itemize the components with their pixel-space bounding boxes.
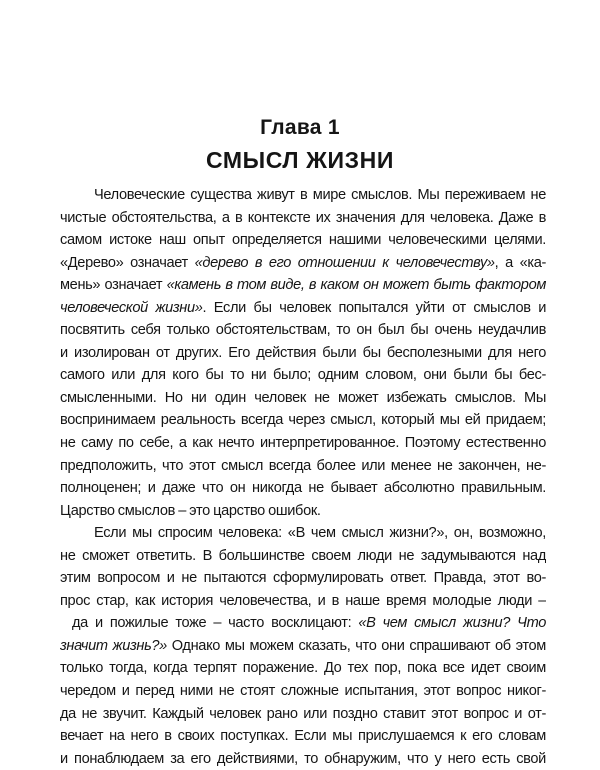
text-line: «Дерево» означает «дерево в его отношении к человечеству», а «ка- bbox=[60, 254, 546, 271]
text-line: полноценен; и даже что он никогда не бывает абсолютно правильным. bbox=[60, 480, 546, 497]
text-line: да и пожилые тоже – часто восклицают: «В чем смысл жизни? Что bbox=[72, 615, 546, 632]
text-line: посвятить себя только обстоятельствам, то он был бы очень неудачлив bbox=[60, 322, 546, 339]
text-line: не сможет ответить. В большинстве своем люди не задумываются над bbox=[60, 547, 546, 564]
text-line: самом истоке наш опыт определяется нашими человеческими целями. bbox=[60, 232, 546, 249]
text-line: вечает на него в своих поступках. Если мы прислушаемся к его словам bbox=[60, 728, 546, 745]
text-line: Если мы спросим человека: «В чем смысл жизни?», он, возможно, bbox=[94, 525, 546, 542]
text-line: предположить, что этот смысл всегда более или менее не закончен, не- bbox=[60, 457, 546, 474]
text-line: только тогда, когда терпят поражение. До тех пор, пока все идет своим bbox=[60, 660, 546, 677]
text-line: смысленными. Но ни один человек не может избежать смыслов. Мы bbox=[60, 389, 546, 406]
text-line: самого или для кого бы то ни было; одним словом, они были бы бес- bbox=[60, 367, 546, 384]
text-line: Человеческие существа живут в мире смыслов. Мы переживаем не bbox=[94, 187, 546, 203]
text-line: и понаблюдаем за его действиями, то обнаружим, что у него есть свой bbox=[60, 750, 546, 767]
text-line: чередом и перед ними не стоят сложные испытания, этот вопрос никог- bbox=[60, 683, 546, 700]
text-line: мень» означает «камень в том виде, в каком он может быть фактором bbox=[60, 277, 546, 294]
body-text bbox=[60, 184, 546, 770]
text-line: прос стар, как история человечества, и в наше время молодые люди – bbox=[60, 592, 546, 609]
chapter-number: Глава 1 bbox=[260, 116, 340, 139]
text-line: и изолирован от других. Его действия были бы бесполезными для него bbox=[60, 344, 546, 361]
text-line: да не звучит. Каждый человек рано или поздно ставит этот вопрос и от- bbox=[60, 705, 546, 722]
text-line: чистые обстоятельства, а в контексте их значения для человека. Даже в bbox=[60, 209, 546, 226]
text-line: значит жизнь?» Однако мы можем сказать, что они спрашивают об этом bbox=[60, 637, 546, 654]
text-line: Царство смыслов – это царство ошибок. bbox=[60, 502, 321, 519]
text-line: этим вопросом и не пытаются сформулировать ответ. Правда, этот во- bbox=[60, 570, 546, 587]
text-line: человеческой жизни». Если бы человек попытался уйти от смыслов и bbox=[60, 299, 546, 316]
chapter-title: СМЫСЛ ЖИЗНИ bbox=[205, 147, 395, 173]
text-line: воспринимаем реальность всегда через смысл, который мы ей придаем; bbox=[60, 412, 546, 429]
text-line: не саму по себе, а как нечто интерпретированное. Поэтому естественно bbox=[60, 435, 546, 452]
